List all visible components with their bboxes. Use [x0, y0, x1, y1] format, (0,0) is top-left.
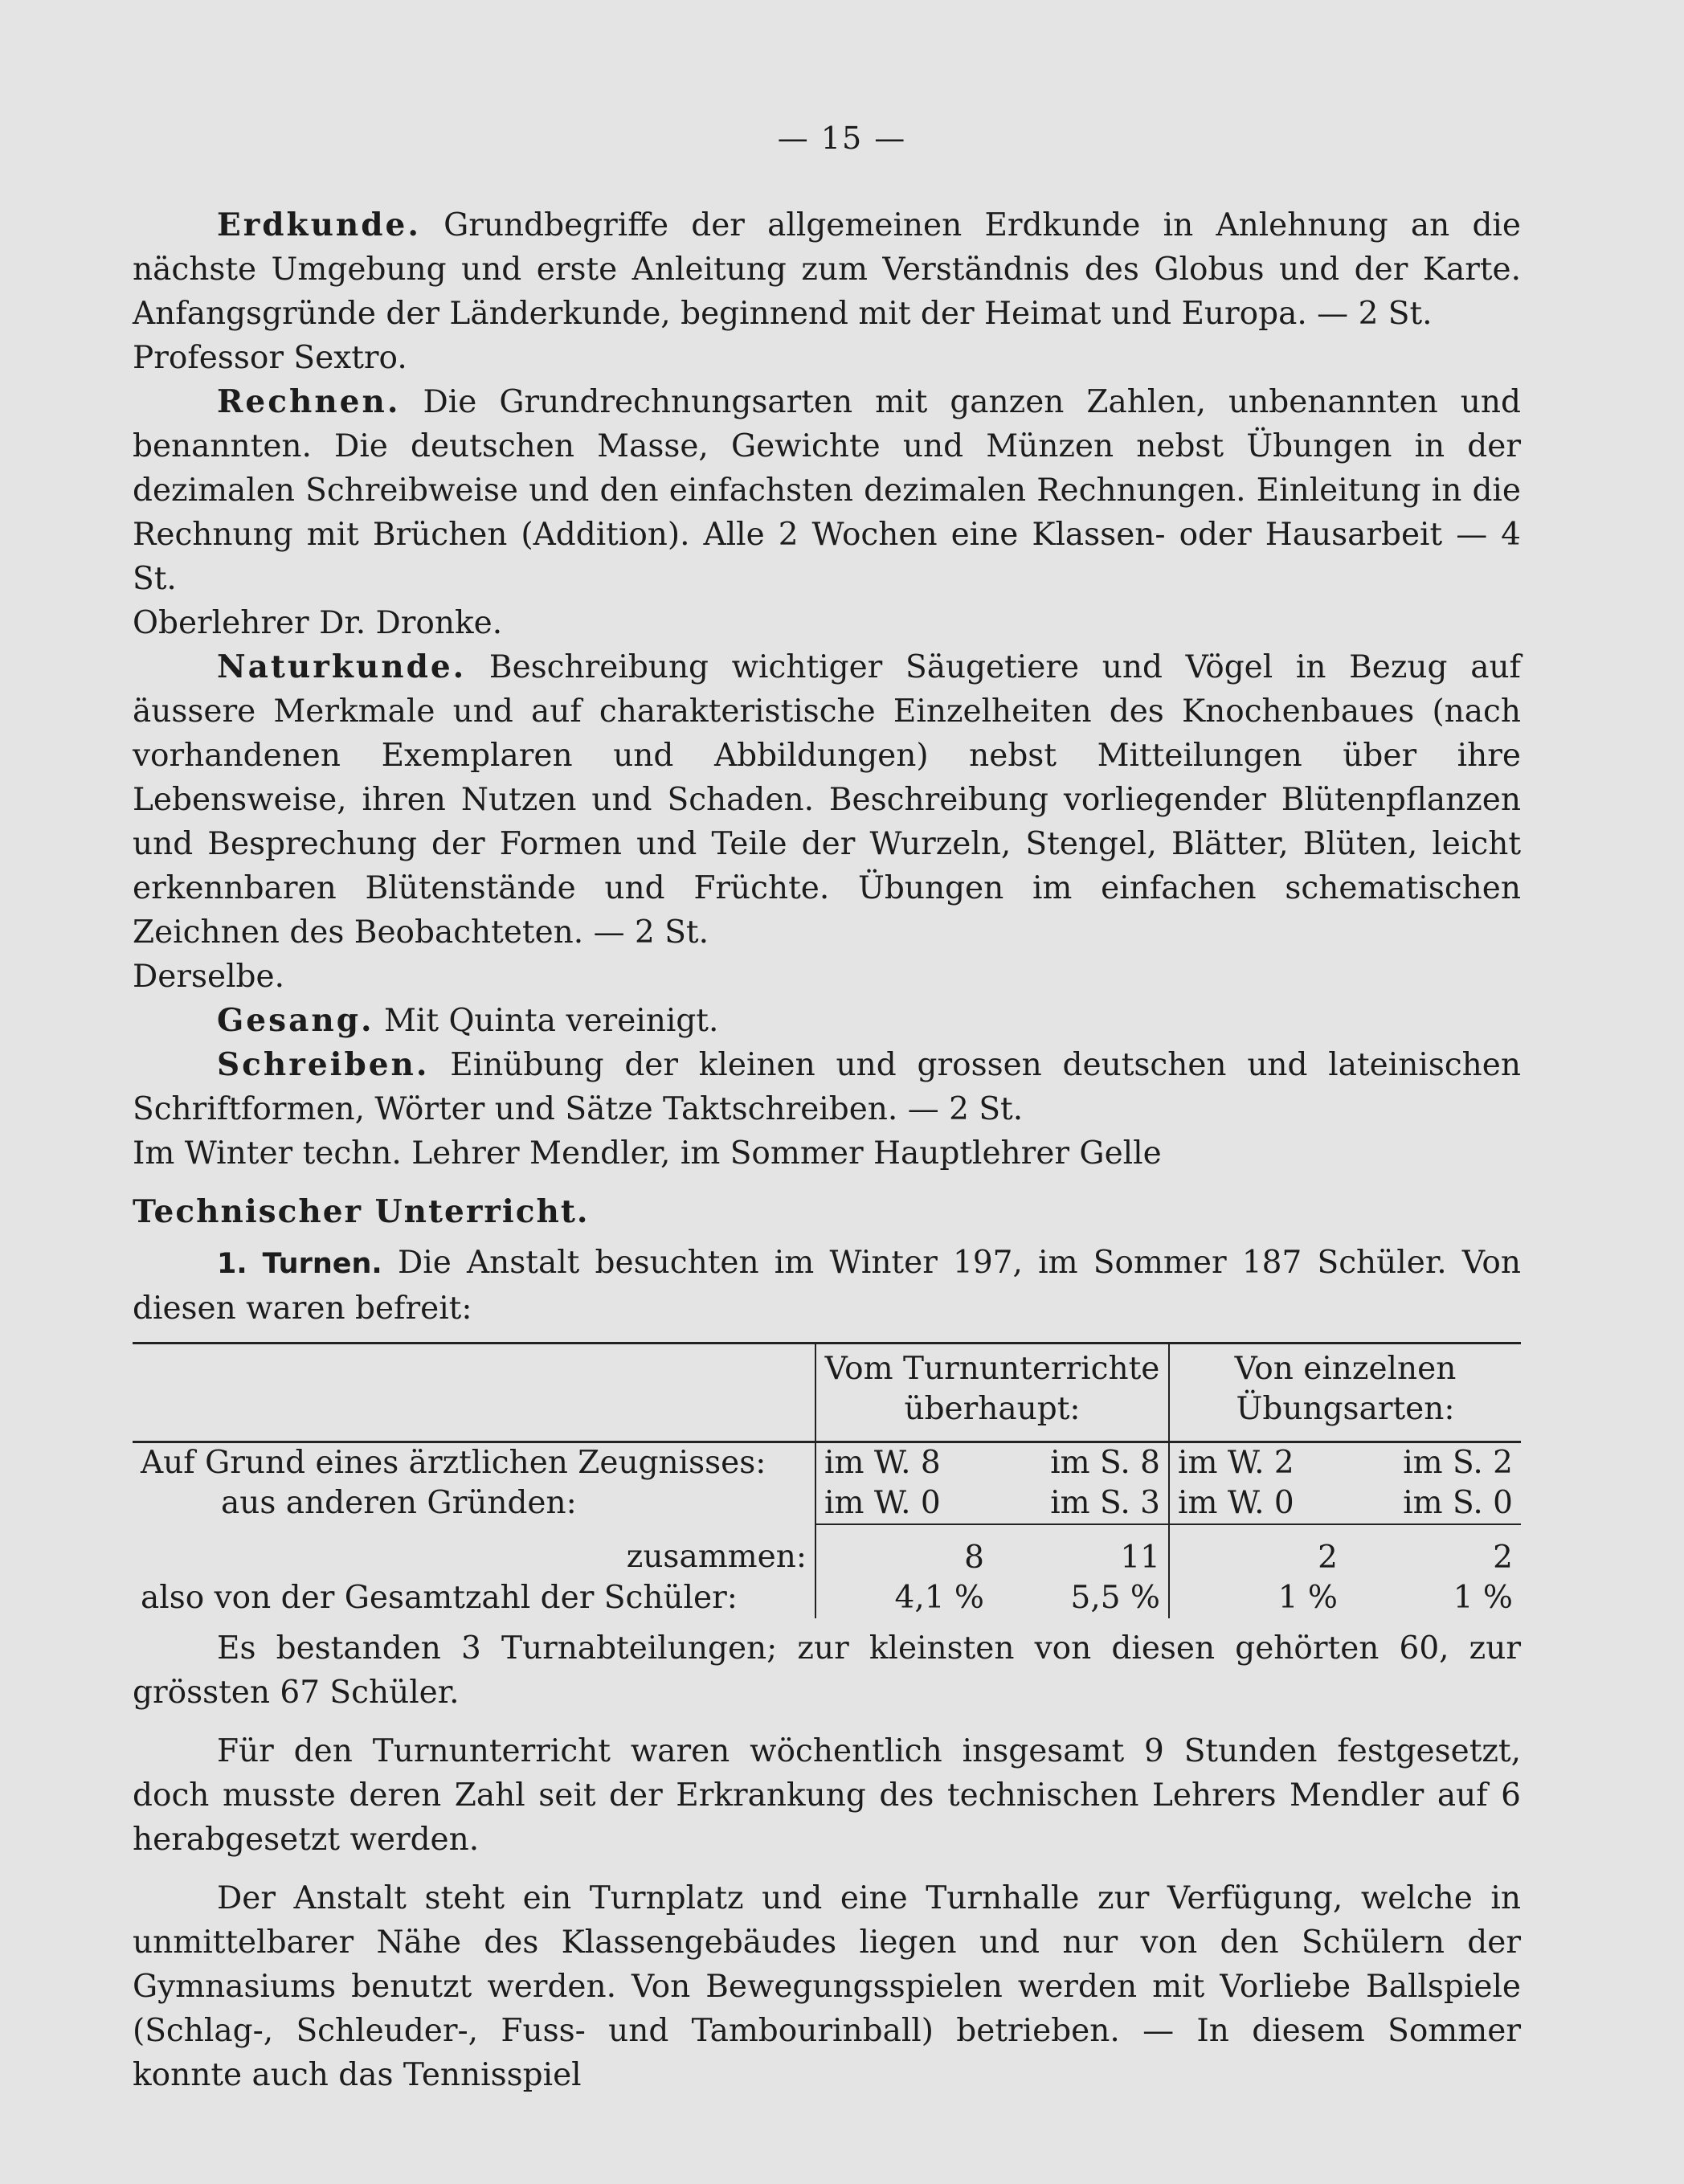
- cell-value: im S. 8: [992, 1442, 1169, 1484]
- schreiben-heading: Schreiben.: [217, 1046, 430, 1083]
- section-title: Technischer Unterricht.: [133, 1193, 590, 1230]
- erdkunde-heading: Erdkunde.: [217, 207, 421, 243]
- cell-value: im S. 2: [1346, 1442, 1521, 1484]
- page-body: [133, 203, 1521, 2097]
- naturkunde-text: Beschreibung wichtiger Säugetiere und Vögel in Bezug auf äussere Merkmale und auf charakteristische Einzelheiten des Knochenbaues (nach vorhandenen Exemplaren und Abbildungen) nebst Mitteilungen über ihre Lebensweise, ihren Nutzen und Schaden. Beschreibung vorliegender Blütenpflanzen und Besprechung der Formen und Teile der Wurzeln, Stengel, Blätter, Blüten, leicht erkennbaren Blütenstände und Früchte. Übungen im einfachen schematischen Zeichnen des Beobachteten. — 2 St.: [133, 649, 1521, 951]
- erdkunde-paragraph: [133, 203, 1521, 336]
- table-row: [133, 1483, 1521, 1524]
- table-header-row: [133, 1344, 1521, 1442]
- turnabteilungen-paragraph: Es bestanden 3 Turnabteilungen; zur kleinsten von diesen gehörten 60, zur grössten 67 Schüler.: [133, 1630, 1521, 1711]
- gesang-paragraph: [133, 999, 1521, 1043]
- schreiben-teacher: Im Winter techn. Lehrer Mendler, im Sommer Hauptlehrer Gelle: [133, 1135, 1162, 1172]
- cell-value: 8: [815, 1524, 992, 1578]
- cell-value: im W. 2: [1169, 1442, 1346, 1484]
- cell-value: 11: [992, 1524, 1169, 1578]
- rechnen-text: Die Grundrechnungsarten mit ganzen Zahlen, unbenannten und benannten. Die deutschen Masse, Gewichte und Münzen nebst Übungen in der dezimalen Schreibweise und den einfachsten dezimalen Rechnungen. Einleitung in die Rechnung mit Brüchen (Addition). Alle 2 Wochen eine Klassen- oder Hausarbeit — 4 St.: [133, 384, 1521, 597]
- cell-value: 4,1 %: [815, 1578, 992, 1618]
- row-label: aus anderen Gründen:: [221, 1485, 577, 1521]
- schreiben-paragraph: [133, 1043, 1521, 1131]
- exemption-table: [133, 1342, 1521, 1618]
- cell-value: 1 %: [1169, 1578, 1346, 1618]
- cell-value: im S. 3: [1050, 1485, 1160, 1521]
- column-header-single: Von einzelnen Übungsarten:: [1169, 1344, 1521, 1442]
- table-row: [133, 1578, 1521, 1618]
- schreiben-text: Einübung der kleinen und grossen deutschen und lateinischen Schriftformen, Wörter und Sätze Taktschreiben. — 2 St.: [133, 1047, 1521, 1127]
- cell-value: im W. 0: [815, 1483, 992, 1524]
- cell-value: im W. 0: [1169, 1483, 1346, 1524]
- rechnen-paragraph: [133, 380, 1521, 601]
- table-row: [133, 1524, 1521, 1578]
- naturkunde-paragraph: [133, 645, 1521, 955]
- table-header-empty: [133, 1344, 815, 1442]
- rechnen-heading: Rechnen.: [217, 383, 401, 420]
- cell-value: 2: [1169, 1524, 1346, 1578]
- cell-value: im W. 8: [815, 1442, 992, 1484]
- row-label: also von der Gesamtzahl der Schüler:: [141, 1580, 738, 1616]
- row-label: zusammen:: [626, 1539, 807, 1575]
- turnen-paragraph: [133, 1241, 1521, 1331]
- exemption-table-wrapper: [133, 1342, 1521, 1618]
- cell-value: 5,5 %: [1070, 1580, 1160, 1616]
- column-header-overall: Vom Turnunterrichte überhaupt:: [815, 1344, 1169, 1442]
- cell-value: im S. 0: [1403, 1485, 1513, 1521]
- erdkunde-text: Grundbegriffe der allgemeinen Erdkunde in Anlehnung an die nächste Umgebung und erste Anleitung zum Verständnis des Globus und der Karte. Anfangsgründe der Länderkunde, beginnend mit der Heimat und Europa. — 2 St.: [133, 207, 1521, 332]
- gesang-heading: Gesang.: [217, 1002, 374, 1039]
- page-number: — 15 —: [777, 121, 907, 156]
- cell-value: 2: [1346, 1524, 1521, 1578]
- naturkunde-heading: Naturkunde.: [217, 648, 467, 685]
- turnen-text: Die Anstalt besuchten im Winter 197, im Sommer 187 Schüler. Von diesen waren befreit:: [133, 1245, 1521, 1327]
- rechnen-teacher: Oberlehrer Dr. Dronke.: [133, 605, 503, 641]
- naturkunde-teacher: Derselbe.: [133, 959, 285, 995]
- stunden-paragraph: Für den Turnunterricht waren wöchentlich insgesamt 9 Stunden festgesetzt, doch musste deren Zahl seit der Erkrankung des technischen Lehrers Mendler auf 6 herabgesetzt werden.: [133, 1733, 1521, 1858]
- turnplatz-paragraph: Der Anstalt steht ein Turnplatz und eine Turnhalle zur Verfügung, welche in unmittelbarer Nähe des Klassengebäudes liegen und nur von den Schülern der Gymnasiums benutzt werden. Von Bewegungsspielen werden mit Vorliebe Ballspiele (Schlag-, Schleuder-, Fuss- und Tambourinball) betrieben. — In diesem Sommer konnte auch das Tennisspiel: [133, 1880, 1521, 2093]
- table-row: [133, 1442, 1521, 1484]
- row-label: Auf Grund eines ärztlichen Zeugnisses:: [133, 1442, 815, 1484]
- turnen-heading: 1. Turnen.: [217, 1248, 382, 1280]
- cell-value: 1 %: [1453, 1580, 1513, 1616]
- erdkunde-teacher: Professor Sextro.: [133, 340, 407, 376]
- gesang-text: Mit Quinta vereinigt.: [383, 1003, 719, 1039]
